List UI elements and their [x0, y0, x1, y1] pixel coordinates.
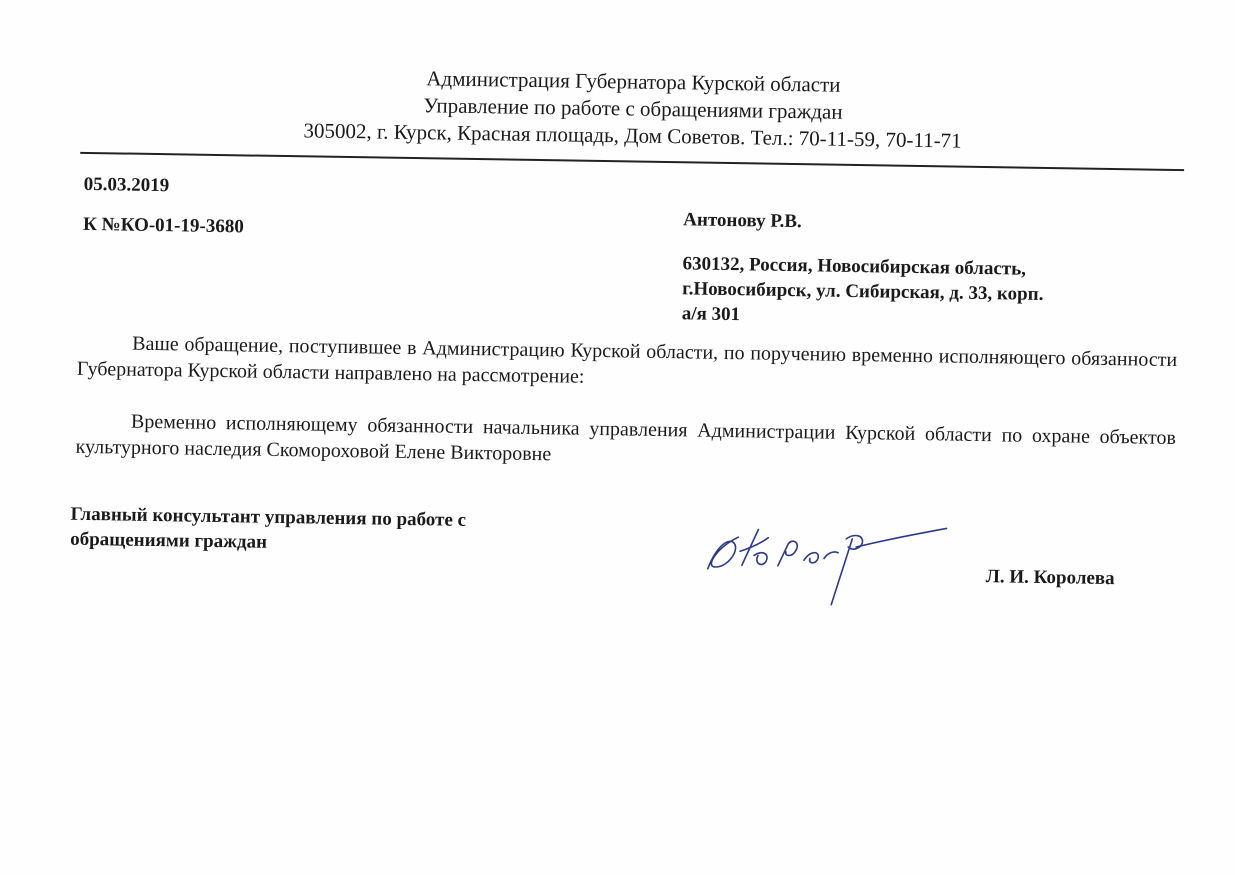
signer-position-line: Главный консультант управления по работе с	[70, 503, 467, 531]
recipient-address-line: 630132, Россия, Новосибирская область,	[682, 253, 1027, 280]
signer-name: Л. И. Королева	[985, 566, 1115, 590]
letterhead	[82, 60, 1183, 158]
letterhead-address: 305002, г. Курск, Красная площадь, Дом Советов. Тел.: 70-11-59, 70-11-71	[303, 118, 962, 153]
letterhead-organization: Администрация Губернатора Курской области	[426, 66, 841, 97]
recipient-address	[682, 251, 1183, 334]
letterhead-department: Управление по работе с обращениями граждан	[423, 93, 843, 124]
signer-position-line: обращениями граждан	[70, 528, 268, 553]
document-reference-number: К №КО-01-19-3680	[82, 213, 244, 238]
signer-position	[70, 502, 631, 561]
document-date: 05.03.2019	[83, 173, 170, 197]
recipient-name: Антонову Р.В.	[683, 209, 802, 233]
recipient-address-line: а/я 301	[681, 303, 741, 326]
body-paragraph-addressee: Временно исполняющему обязанности начальника управления Администрации Курской области по охране объектов культурного наследия Скомороховой Елене Викторовне	[75, 410, 1177, 466]
handwritten-signature	[695, 507, 957, 611]
body-paragraph-referral: Ваше обращение, поступившее в Администрацию Курской области, по поручению временно исполняющего обязанности Губернатора Курской области направлено на рассмотрение:	[76, 332, 1178, 388]
recipient-address-line: г.Новосибирск, ул. Сибирская, д. 33, корп.	[682, 278, 1044, 305]
